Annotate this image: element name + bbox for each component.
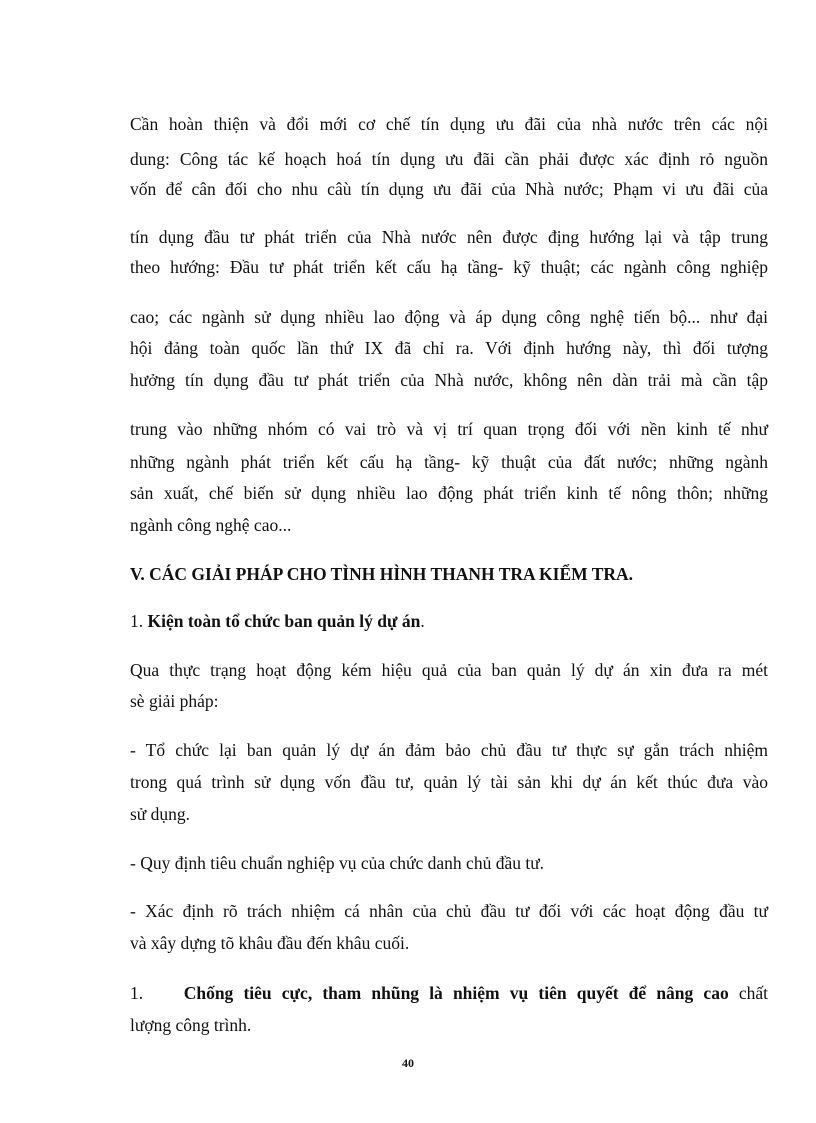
paragraph-1-line-11: sản xuất, chế biến sử dụng nhiều lao động phát triển kinh tế nông thôn; những	[130, 483, 768, 503]
paragraph-2-line-2: sè giải pháp:	[130, 691, 219, 711]
paragraph-1-line-8: hưởng tín dụng đầu tư phát triển của Nhà nước, không nên dàn trải mà cần tập	[130, 370, 768, 390]
subheading-2-title: Chống tiêu cực, tham nhũng là nhiệm vụ tiên quyết để nâng cao	[183, 983, 729, 1003]
subheading-2-title-rest: chất	[728, 983, 768, 1003]
paragraph-1-line-4: tín dụng đầu tư phát triển của Nhà nước nên được địng hướng lại và tập trung	[130, 227, 768, 247]
paragraph-1-line-5: theo hướng: Đầu tư phát triển kết cấu hạ tầng- kỹ thuật; các ngành công nghiệp	[130, 257, 768, 277]
section-heading: V. CÁC GIẢI PHÁP CHO TÌNH HÌNH THANH TRA KIỂM TRA.	[130, 564, 634, 584]
subheading-2-line-1	[130, 982, 768, 1004]
bullet-1-line-1: - Tổ chức lại ban quản lý dự án đảm bảo chủ đầu tư thực sự gắn trách nhiệm	[130, 740, 768, 760]
subheading-1-title: Kiện toàn tổ chức ban quản lý dự án	[147, 611, 421, 631]
paragraph-1-line-6: cao; các ngành sử dụng nhiều lao động và áp dụng công nghệ tiến bộ... như đại	[130, 307, 768, 327]
subheading-1-number: 1.	[130, 611, 144, 631]
bullet-1-line-2: trong quá trình sử dụng vốn đầu tư, quản lý tài sản khi dự án kết thúc đưa vào	[130, 772, 768, 792]
subheading-2-number: 1.	[130, 983, 144, 1003]
subheading-2-line-2: lượng công trình.	[130, 1015, 252, 1035]
paragraph-2-line-1: Qua thực trạng hoạt động kém hiệu quả của ban quản lý dự án xin đưa ra mét	[130, 660, 768, 680]
paragraph-1-line-1: Cần hoàn thiện và đổi mới cơ chế tín dụng ưu đãi của nhà nước trên các nội	[130, 114, 768, 134]
page-number: 40	[402, 1056, 414, 1070]
paragraph-1-line-9: trung vào những nhóm có vai trò và vị trí quan trọng đối với nền kinh tế như	[130, 419, 768, 439]
bullet-1-line-3: sử dụng.	[130, 804, 191, 824]
subheading-1	[130, 610, 768, 632]
paragraph-1-line-3: vốn để cân đối cho nhu câù tín dụng ưu đãi của Nhà nước; Phạm vi ưu đãi của	[130, 179, 768, 199]
subheading-1-end: .	[420, 611, 425, 631]
bullet-3-line-1: - Xác định rõ trách nhiệm cá nhân của chủ đầu tư đối với các hoạt động đầu tư	[130, 901, 768, 921]
paragraph-1-line-2: dung: Công tác kế hoạch hoá tín dụng ưu đãi cần phải được xác định rỏ nguồn	[130, 149, 768, 169]
paragraph-1-line-12: ngành công nghệ cao...	[130, 515, 292, 535]
bullet-3-line-2: và xây dựng tõ khâu đầu đến khâu cuối.	[130, 933, 410, 953]
paragraph-1-line-10: những ngành phát triển kết cấu hạ tầng- kỹ thuật của đất nước; những ngành	[130, 452, 768, 472]
paragraph-1-line-7: hội đảng toàn quốc lần thứ IX đã chỉ ra. Với định hướng này, thì đối tượng	[130, 338, 768, 358]
bullet-2: - Quy định tiêu chuẩn nghiệp vụ của chức danh chủ đầu tư.	[130, 853, 545, 873]
